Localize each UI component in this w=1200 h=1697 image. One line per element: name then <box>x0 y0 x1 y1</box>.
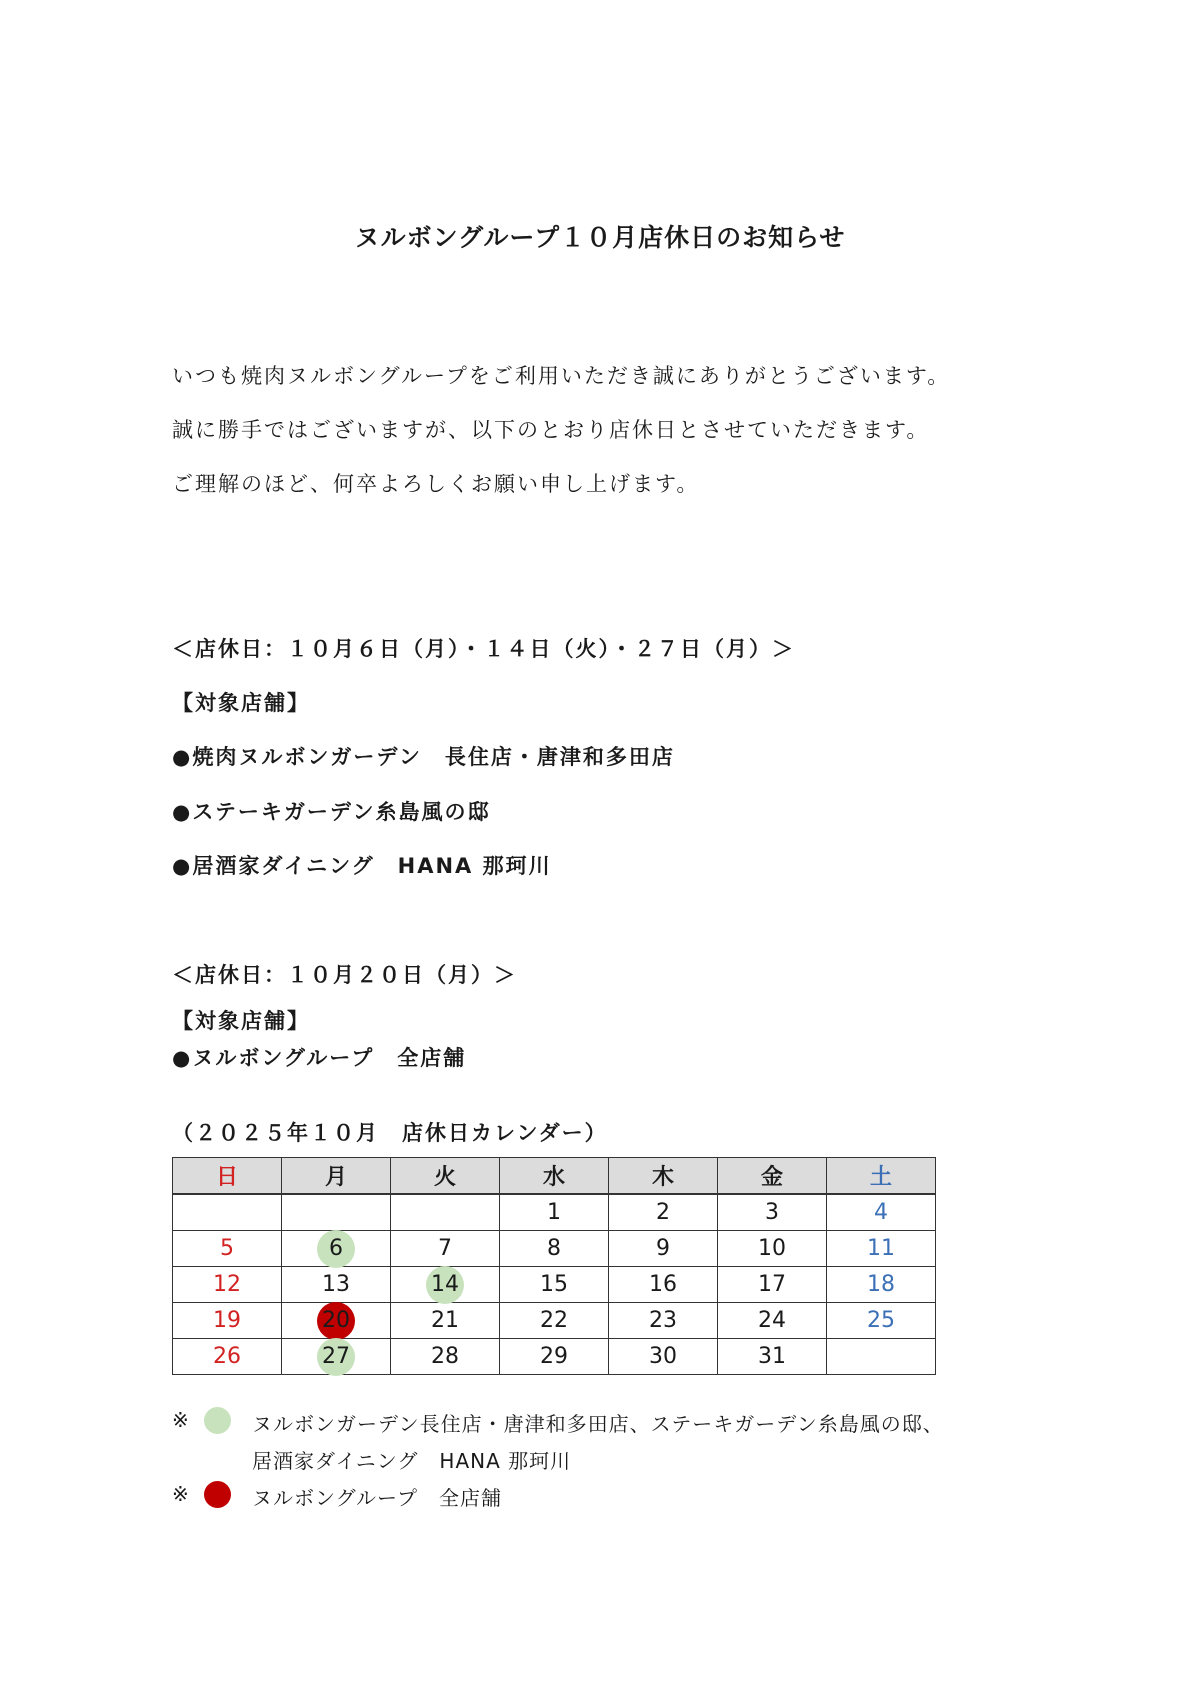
weekday-mon: 月 <box>282 1158 391 1195</box>
calendar-day-cell <box>500 1303 609 1339</box>
day-number: 1 <box>547 1200 561 1225</box>
day-number: 15 <box>540 1272 568 1297</box>
calendar-day-cell <box>609 1194 718 1231</box>
section2-store-1: ●ヌルボングループ 全店舗 <box>172 1046 467 1070</box>
day-number: 17 <box>758 1272 786 1297</box>
calendar-week-row <box>173 1267 936 1303</box>
day-number: 6 <box>329 1236 343 1261</box>
calendar-day-cell <box>391 1339 500 1375</box>
greeting-line-3: ご理解のほど、何卒よろしくお願い申し上げます。 <box>172 472 700 496</box>
section1-target-label: 【対象店舗】 <box>172 691 310 715</box>
day-number: 7 <box>438 1236 452 1261</box>
calendar-day-cell <box>173 1194 282 1231</box>
calendar-day-cell <box>173 1231 282 1267</box>
day-number: 20 <box>322 1308 350 1333</box>
weekday-fri: 金 <box>718 1158 827 1195</box>
calendar-day-cell <box>609 1339 718 1375</box>
calendar-day-cell <box>500 1231 609 1267</box>
calendar-day-cell <box>391 1194 500 1231</box>
day-number: 4 <box>874 1200 888 1225</box>
calendar-day-cell <box>827 1267 936 1303</box>
day-number: 14 <box>431 1272 459 1297</box>
day-number: 12 <box>213 1272 241 1297</box>
calendar-day-cell <box>391 1303 500 1339</box>
day-number: 27 <box>322 1344 350 1369</box>
calendar-day-cell <box>391 1231 500 1267</box>
legend-partial-line-2: 居酒家ダイニング HANA 那珂川 <box>252 1449 572 1473</box>
closing-calendar <box>172 1157 936 1375</box>
calendar-day-cell <box>827 1339 936 1375</box>
calendar-day-cell <box>282 1231 391 1267</box>
day-number: 22 <box>540 1308 568 1333</box>
weekday-sat: 土 <box>827 1158 936 1195</box>
calendar-day-cell <box>282 1267 391 1303</box>
day-number: 19 <box>213 1308 241 1333</box>
calendar-day-cell <box>718 1339 827 1375</box>
day-number: 16 <box>649 1272 677 1297</box>
calendar-day-cell <box>500 1339 609 1375</box>
calendar-week-row <box>173 1231 936 1267</box>
calendar-day-cell <box>609 1303 718 1339</box>
section1-store-3: ●居酒家ダイニング HANA 那珂川 <box>172 854 552 878</box>
legend-all-text: ヌルボングループ 全店舗 <box>252 1486 502 1510</box>
day-number: 10 <box>758 1236 786 1261</box>
day-number: 5 <box>220 1236 234 1261</box>
day-number: 21 <box>431 1308 459 1333</box>
calendar-day-cell <box>173 1267 282 1303</box>
calendar-day-cell <box>827 1231 936 1267</box>
day-number: 30 <box>649 1344 677 1369</box>
section1-heading: ＜店休日：１０月６日（月）・１４日（火）・２７日（月）＞ <box>172 637 795 661</box>
legend-asterisk: ※ <box>172 1408 190 1432</box>
day-number: 3 <box>765 1200 779 1225</box>
calendar-day-cell <box>718 1267 827 1303</box>
section1-store-1: ●焼肉ヌルボンガーデン 長住店・唐津和多田店 <box>172 745 675 769</box>
section2-target-label: 【対象店舗】 <box>172 1009 310 1033</box>
calendar-day-cell <box>282 1303 391 1339</box>
calendar-day-cell <box>173 1303 282 1339</box>
section2-heading: ＜店休日：１０月２０日（月）＞ <box>172 963 517 987</box>
day-number: 11 <box>867 1236 895 1261</box>
weekday-wed: 水 <box>500 1158 609 1195</box>
calendar-day-cell <box>282 1194 391 1231</box>
weekday-tue: 火 <box>391 1158 500 1195</box>
day-number: 13 <box>322 1272 350 1297</box>
calendar-day-cell <box>718 1194 827 1231</box>
day-number: 24 <box>758 1308 786 1333</box>
calendar-week-row <box>173 1194 936 1231</box>
greeting-line-2: 誠に勝手ではございますが、以下のとおり店休日とさせていただきます。 <box>172 418 930 442</box>
section1-store-2: ●ステーキガーデン糸島風の邸 <box>172 800 491 824</box>
legend-asterisk: ※ <box>172 1482 190 1506</box>
calendar-week-row <box>173 1303 936 1339</box>
day-number: 8 <box>547 1236 561 1261</box>
calendar-day-cell <box>282 1339 391 1375</box>
calendar-day-cell <box>827 1303 936 1339</box>
calendar-day-cell <box>609 1231 718 1267</box>
calendar-caption: （２０２５年１０月 店休日カレンダー） <box>172 1121 608 1145</box>
calendar-day-cell <box>718 1303 827 1339</box>
calendar-day-cell <box>500 1194 609 1231</box>
day-number: 29 <box>540 1344 568 1369</box>
calendar-day-cell <box>500 1267 609 1303</box>
day-number: 26 <box>213 1344 241 1369</box>
greeting-line-1: いつも焼肉ヌルボングループをご利用いただき誠にありがとうございます。 <box>172 364 951 388</box>
day-number: 31 <box>758 1344 786 1369</box>
legend-red-dot-icon <box>204 1481 231 1508</box>
legend-green-dot-icon <box>204 1407 231 1434</box>
weekday-sun: 日 <box>173 1158 282 1195</box>
calendar-day-cell <box>391 1267 500 1303</box>
day-number: 28 <box>431 1344 459 1369</box>
weekday-thu: 木 <box>609 1158 718 1195</box>
calendar-day-cell <box>173 1339 282 1375</box>
day-number: 23 <box>649 1308 677 1333</box>
calendar-week-row <box>173 1339 936 1375</box>
day-number: 25 <box>867 1308 895 1333</box>
page-title: ヌルボングループ１０月店休日のお知らせ <box>354 223 846 252</box>
calendar-header-row <box>173 1158 936 1195</box>
calendar-day-cell <box>609 1267 718 1303</box>
day-number: 2 <box>656 1200 670 1225</box>
calendar-day-cell <box>718 1231 827 1267</box>
day-number: 18 <box>867 1272 895 1297</box>
calendar-day-cell <box>827 1194 936 1231</box>
legend-partial-line-1: ヌルボンガーデン長住店・唐津和多田店、ステーキガーデン糸島風の邸、 <box>252 1412 944 1436</box>
day-number: 9 <box>656 1236 670 1261</box>
